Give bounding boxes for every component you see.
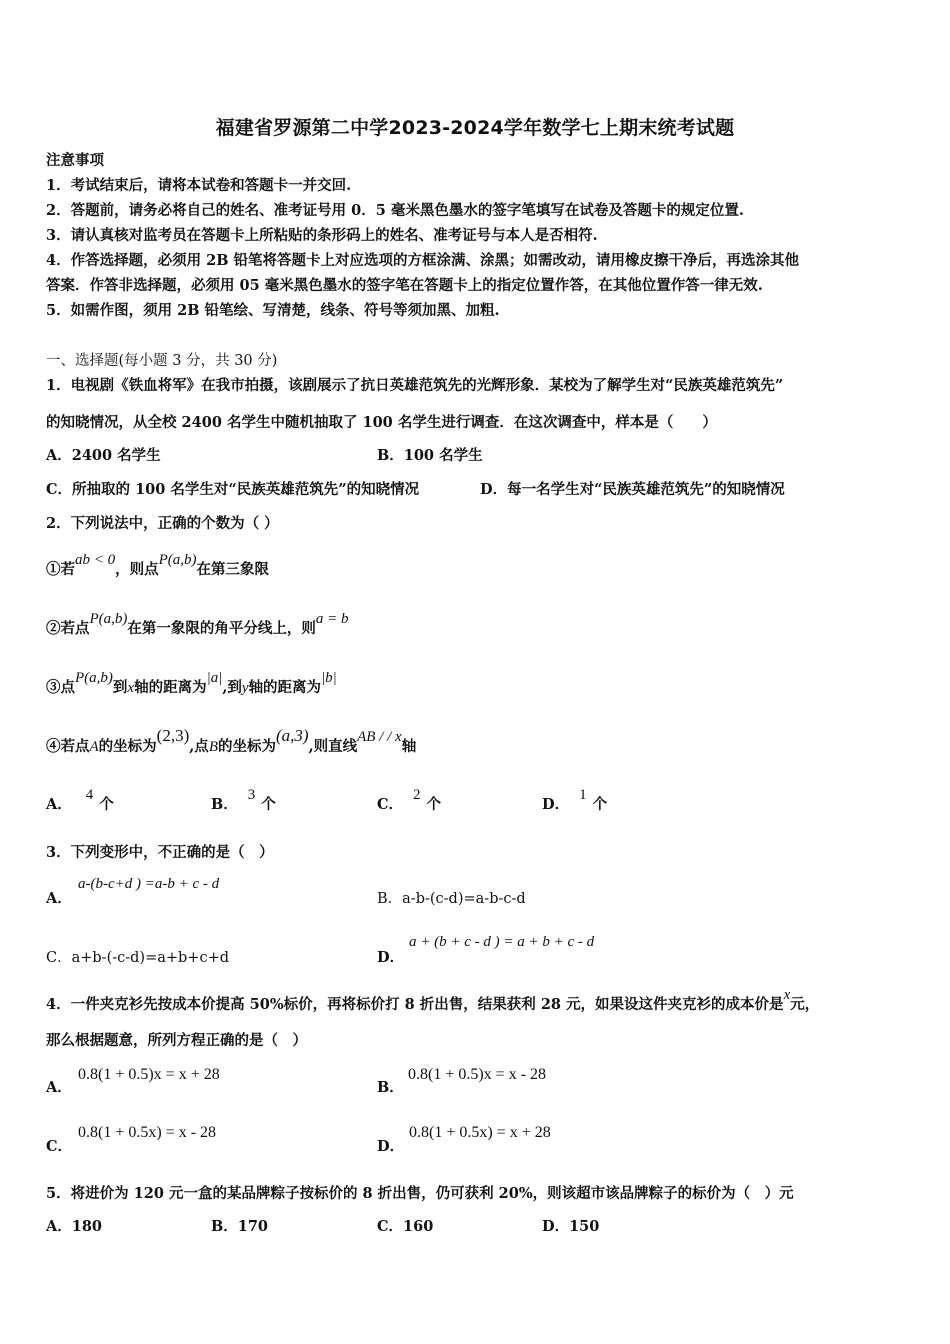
notice-item-5: 5．如需作图，须用 2B 铅笔绘、写清楚，线条、符号等须加黑、加粗.: [46, 302, 500, 319]
notice-item-2: 2．答题前，请务必将自己的姓名、准考证号用 0．5 毫米黑色墨水的签字笔填写在试卷及答题卡的规定位置.: [46, 202, 744, 219]
q2-d-label: D．: [542, 796, 570, 813]
q5-option-c: C．160: [377, 1218, 434, 1235]
q2-statement-2: [46, 611, 349, 639]
q4-option-d-label: D．: [377, 1138, 405, 1155]
q2-statement-3: [46, 670, 337, 698]
q2-s4-AB: AB / / x: [357, 729, 402, 745]
q2-s2-math2: a = b: [315, 611, 349, 627]
q2-option-a: [46, 787, 114, 815]
q4-option-a: 0.8(1 + 0.5)x = x + 28: [78, 1066, 220, 1083]
q2-a-label: A．: [46, 796, 72, 813]
q4-stem-line2: 那么根据题意，所列方程正确的是（ ）: [46, 1032, 307, 1049]
q1-option-b: B．100 名学生: [377, 447, 483, 464]
q2-s1-math1: ab < 0: [75, 552, 116, 568]
q4-option-d: 0.8(1 + 0.5x) = x + 28: [409, 1124, 551, 1141]
q3-option-a-label: A．: [46, 890, 72, 907]
q5-option-b: B．170: [211, 1218, 269, 1235]
page-title: 福建省罗源第二中学2023-2024学年数学七上期末统考试题: [215, 117, 735, 139]
q5-option-d: D．150: [542, 1218, 600, 1235]
notice-item-4: 4．作答选择题，必须用 2B 铅笔将答题卡上对应选项的方框涂满、涂黑；如需改动，请用橡皮擦干净后，再选涂其他: [46, 252, 800, 269]
q2-s3-x: x: [127, 680, 135, 696]
q2-s4-A: A: [89, 739, 99, 755]
q5-option-a: A．180: [46, 1218, 103, 1235]
q2-s4-t2: ,点: [189, 738, 209, 755]
q2-c-unit: 个: [426, 796, 442, 813]
q2-d-unit: 个: [592, 796, 608, 813]
q4-option-c-label: C．: [46, 1138, 73, 1155]
q1-stem-line1: 1．电视剧《铁血将军》在我市拍摄，该剧展示了抗日英雄范筑先的光辉形象．某校为了解学生对“民族英雄范筑先”: [46, 377, 784, 394]
q2-s4-t3: 的坐标为: [217, 738, 276, 755]
q2-d-value: 1: [579, 787, 587, 803]
q2-s4-B: B: [208, 739, 218, 755]
q2-s2-math1: P(a,b): [89, 611, 128, 627]
q2-s4-t5: 轴: [401, 738, 417, 755]
q2-a-value: 4: [85, 787, 94, 803]
q2-option-b: [211, 787, 276, 815]
q3-option-b: B．a-b-(c-d)=a-b-c-d: [377, 891, 526, 907]
q4-stem-line1: [46, 987, 820, 1015]
section-heading: 一、选择题(每小题 3 分，共 30 分): [46, 353, 278, 369]
q2-stem: 2．下列说法中，正确的个数为（ ）: [46, 515, 279, 532]
q3-stem: 3．下列变形中，不正确的是（ ）: [46, 844, 274, 861]
q1-option-d: D．每一名学生对“民族英雄范筑先”的知晓情况: [480, 481, 785, 498]
notice-item-4-cont: 答案．作答非选择题，必须用 05 毫米黑色墨水的签字笔在答题卡上的指定位置作答，在其他位置作答一律无效.: [46, 277, 763, 294]
q3-option-d: a + (b + c - d ) = a + b + c - d: [409, 934, 595, 950]
q2-s4-pre: ④若点: [46, 738, 90, 755]
q2-s2-mid: 在第一象限的角平分线上，则: [127, 620, 316, 637]
q2-statement-1: [46, 552, 270, 580]
q2-s1-pre: ①若: [46, 561, 75, 578]
q5-stem: 5．将进价为 120 元一盒的某品牌粽子按标价的 8 折出售，仍可获利 20%，则该超市该品牌粽子的标价为（ ）元: [46, 1185, 794, 1202]
q2-s1-post: 在第三象限: [196, 561, 270, 578]
q2-s3-point: P(a,b): [75, 670, 113, 686]
q2-s3-abs-b: |b|: [321, 670, 337, 686]
q2-s4-t1: 的坐标为: [98, 738, 157, 755]
q2-b-label: B．: [211, 796, 238, 813]
q4-stem-pre: 4．一件夹克衫先按成本价提高 50%标价，再将标价打 8 折出售，结果获利 28 元，如果设这件夹克衫的成本价是: [46, 996, 784, 1013]
q1-stem-line2: 的知晓情况，从全校 2400 名学生中随机抽取了 100 名学生进行调查．在这次调查中，样本是（ ）: [46, 414, 717, 431]
notice-item-3: 3．请认真核对监考员在答题卡上所粘贴的条形码上的姓名、准考证号与本人是否相符.: [46, 227, 598, 244]
q2-s4-coord1: (2,3): [156, 726, 190, 745]
q3-option-c: C．a+b-(-c-d)=a+b+c+d: [46, 950, 230, 966]
q2-s3-t2: 轴的距离为: [134, 679, 207, 696]
q2-s3-y: y: [241, 680, 249, 696]
q2-s3-t1: 到: [112, 679, 128, 696]
notice-item-1: 1．考试结束后，请将本试卷和答题卡一并交回.: [46, 177, 352, 194]
q2-s2-pre: ②若点: [46, 620, 90, 637]
q4-stem-var: x: [783, 987, 791, 1003]
q2-c-value: 2: [413, 787, 421, 803]
q4-option-a-label: A．: [46, 1079, 72, 1096]
q2-s3-pre: ③点: [46, 679, 75, 696]
q1-option-a: A．2400 名学生: [46, 447, 161, 464]
q1-option-c: C．所抽取的 100 名学生对“民族英雄范筑先”的知晓情况: [46, 481, 420, 498]
q4-option-b: 0.8(1 + 0.5)x = x - 28: [408, 1066, 547, 1083]
q4-option-b-label: B．: [377, 1079, 404, 1096]
q2-s4-t4: ,则直线: [308, 738, 358, 755]
q2-s1-math2: P(a,b): [158, 552, 197, 568]
q2-b-unit: 个: [261, 796, 276, 813]
q2-a-unit: 个: [99, 796, 114, 813]
q2-s3-t4: 轴的距离为: [248, 679, 322, 696]
q4-stem-post: 元，: [790, 996, 820, 1013]
q2-s1-mid: ，则点: [115, 561, 159, 578]
q2-s3-abs-a: |a|: [206, 670, 223, 686]
q2-option-d: [542, 787, 608, 815]
notice-heading: 注意事项: [46, 152, 104, 169]
q2-statement-4: [46, 726, 417, 757]
q2-c-label: C．: [377, 796, 404, 813]
q2-s3-t3: ,到: [222, 679, 242, 696]
q3-option-a: a-(b-c+d ) =a-b + c - d: [78, 876, 220, 892]
q4-option-c: 0.8(1 + 0.5x) = x - 28: [78, 1124, 217, 1141]
q3-option-d-label: D．: [377, 949, 405, 966]
q2-option-c: [377, 787, 442, 815]
q2-b-value: 3: [247, 787, 256, 803]
q2-s4-coord2: (a,3): [275, 726, 309, 745]
